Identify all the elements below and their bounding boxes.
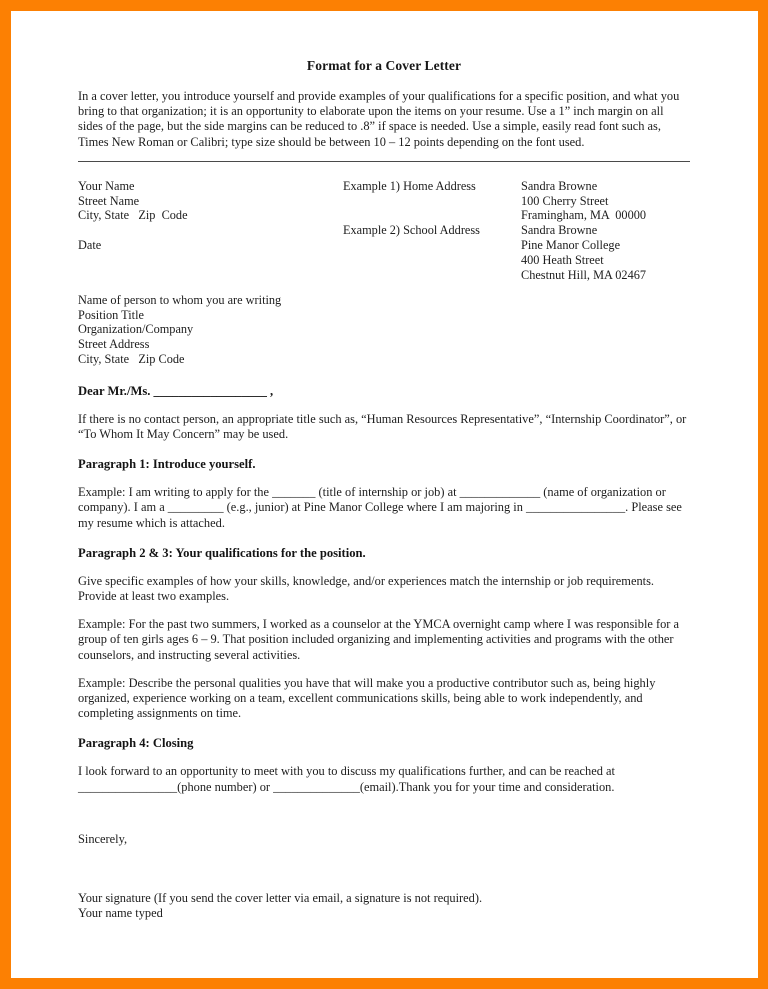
example-2-address-line-2: Pine Manor College xyxy=(521,238,621,252)
signature-block xyxy=(78,891,690,921)
horizontal-divider xyxy=(78,161,690,162)
example-1-address-line-1: Sandra Browne xyxy=(521,178,598,193)
recipient-line-street: Street Address xyxy=(78,337,150,352)
paragraph-1-heading: Paragraph 1: Introduce yourself. xyxy=(78,457,256,472)
sender-address-column xyxy=(78,179,338,253)
recipient-address-block xyxy=(78,293,690,367)
example-2-address-line-4: Chestnut Hill, MA 02467 xyxy=(521,267,647,282)
example-addresses-column xyxy=(521,179,701,283)
no-contact-note: If there is no contact person, an appropriate title such as, “Human Resources Representative”, “Internship Coordinator”, or “To Whom It May Concern” may be used. xyxy=(78,411,687,441)
date-label: Date xyxy=(78,238,102,252)
paragraph-23-body-2: Example: For the past two summers, I worked as a counselor at the YMCA overnight camp where I was responsible for a group of ten girls ages 6 – 9. That position included organizing and implementing activities and programs with the other counselors, and instructing several activities. xyxy=(78,617,680,662)
example-1-address-line-3: Framingham, MA 00000 xyxy=(521,208,647,223)
recipient-line-organization: Organization/Company xyxy=(78,322,194,337)
intro-paragraph: In a cover letter, you introduce yourself and provide examples of your qualifications for a specific position, and what you bring to that organization; it is an opportunity to elaborate upon the items on your resume. Use a 1” inch margin on all sides of the page, but the side margins can be reduced to .8” if space is needed. Use a simple, easily read font such as, Times New Roman or Calibri; type size should be between 10 – 12 points depending on the font used. xyxy=(78,89,680,149)
example-1-label: Example 1) Home Address xyxy=(343,178,476,193)
paragraph-23-body-3: Example: Describe the personal qualities you have that will make you a productive contributor such as, being highly organized, experience working on a team, excellent communications skills, being able to work independently, and completing assignments on time. xyxy=(78,675,656,721)
sign-off-line: Sincerely, xyxy=(78,831,128,846)
example-2-address-line-1: Sandra Browne xyxy=(521,223,598,238)
sender-line-name: Your Name xyxy=(78,178,135,193)
paragraph-4-body: I look forward to an opportunity to meet with you to discuss my qualifications further, and can be reached at ________________(phone number) or ______________(email).Thank you for your time and consideration. xyxy=(78,764,615,794)
paragraph-1-body: Example: I am writing to apply for the _______ (title of internship or job) at _____________ (name of organization or company). I am a _________ (e.g., junior) at Pine Manor College where I am majoring in ________________. Please see my resume which is attached. xyxy=(78,485,682,530)
recipient-line-name: Name of person to whom you are writing xyxy=(78,292,282,307)
sender-line-city: City, State Zip Code xyxy=(78,208,188,223)
salutation-line: Dear Mr./Ms. __________________ , xyxy=(78,383,274,398)
example-2-address-line-3: 400 Heath Street xyxy=(521,252,604,267)
paragraph-4-heading: Paragraph 4: Closing xyxy=(78,736,194,751)
paragraph-23-body-1: Give specific examples of how your skills, knowledge, and/or experiences match the internship or job requirements. Provide at least two examples. xyxy=(78,573,655,604)
address-example-block xyxy=(78,179,690,289)
recipient-line-position: Position Title xyxy=(78,307,144,322)
page-title: Format for a Cover Letter xyxy=(306,58,462,73)
paragraph-23-heading: Paragraph 2 & 3: Your qualifications for the position. xyxy=(78,545,366,560)
example-2-label: Example 2) School Address xyxy=(343,223,480,238)
signature-note: Your signature (If you send the cover letter via email, a signature is not required). xyxy=(78,891,483,906)
example-1-address-line-2: 100 Cherry Street xyxy=(521,193,609,208)
example-labels-column xyxy=(343,179,513,238)
document-body xyxy=(78,58,690,921)
recipient-line-city: City, State Zip Code xyxy=(78,352,185,366)
sender-spacer xyxy=(78,223,338,238)
document-sheet xyxy=(11,11,758,978)
sender-line-street: Street Name xyxy=(78,193,140,208)
typed-name-label: Your name typed xyxy=(78,906,163,921)
